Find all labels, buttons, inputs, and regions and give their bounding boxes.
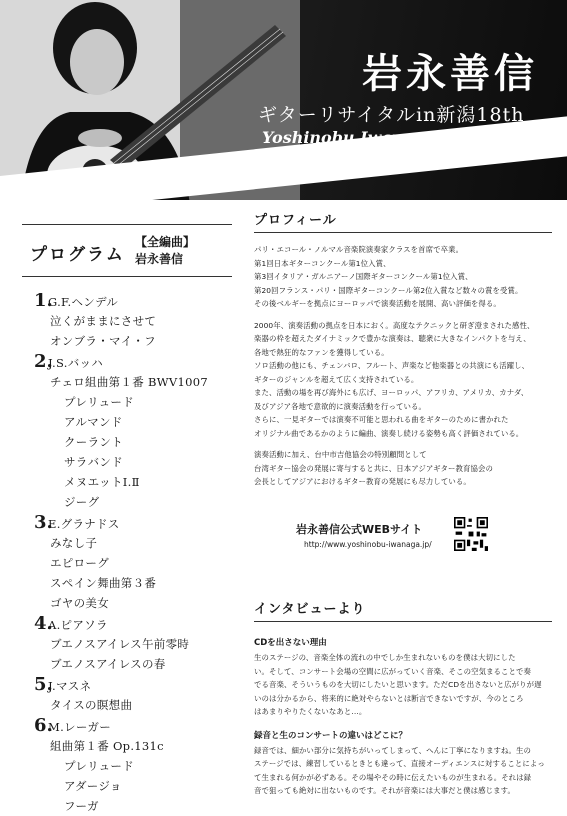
program-number: 4. (34, 613, 53, 634)
piece-title: ゴヤの美女 (50, 596, 109, 610)
piece-title: 泣くがままにさせて (50, 314, 157, 328)
text-line: 第3回イタリア・ガルニアーノ国際ギターコンクール第1位入賞、 (254, 272, 473, 281)
profile-paragraph-3 (254, 448, 552, 489)
piece-title: アルマンド (64, 415, 123, 429)
program-number: 3. (34, 512, 53, 533)
profile-rule (254, 232, 552, 233)
composer-name: E.グラナドス (48, 517, 120, 531)
interview-section (254, 598, 552, 798)
program-number: 2. (34, 351, 53, 372)
piece-title: エピローグ (50, 556, 109, 570)
program-bottom-rule (22, 276, 232, 277)
text-line: 第1回日本ギターコンクール第1位入賞、 (254, 258, 391, 268)
piece-title: ジーグ (64, 495, 100, 509)
text-line: 及びアジア各地で意欲的に演奏活動を行っている。 (254, 401, 426, 411)
piece-title: オンブラ・マイ・フ (50, 334, 156, 348)
recital-title: ギターリサイタルin新潟18th (258, 104, 525, 126)
text-line: 第20回フランス・パリ・国際ギターコンクール第2位入賞など数々の賞を受賞。 (254, 285, 523, 295)
piece-title: 組曲第１番 Op.131c (50, 739, 164, 753)
composer-name: J.マスネ (48, 679, 92, 693)
interview-rule (254, 621, 552, 622)
piece-title: ブエノスアイレス午前零時 (50, 637, 190, 651)
piece-title: ブエノスアイレスの春 (50, 657, 166, 671)
program-item (34, 512, 239, 613)
performer-name: 岩永善信 (362, 50, 538, 97)
interview-heading: インタビューより (254, 602, 366, 617)
program-item (34, 290, 239, 351)
program-number: 6. (34, 715, 53, 736)
program-item (34, 351, 239, 512)
piece-title: アダージョ (64, 779, 122, 793)
composer-name: M.レーガー (48, 720, 112, 734)
interview-question-1: CDを出さない理由 (254, 638, 327, 648)
piece-title: サラバンド (64, 455, 123, 469)
interview-question-2: 録音と生のコンサートの違いはどこに？ (254, 730, 408, 741)
text-line: て生まれる何かが必ずある。その場やその時に伝えたいものが生まれる。それは録 (254, 772, 532, 782)
text-line: 会長としてアジアにおけるギター教育の発展にも尽力している。 (254, 477, 471, 486)
text-line: 音で狙っても絶対に出ないものです。それが音楽には大事だと僕は感じます。 (254, 786, 515, 795)
program-number: 5. (34, 674, 53, 695)
text-line: パリ・エコール・ノルマル音楽院演奏家クラスを首席で卒業。 (254, 245, 464, 254)
piece-title: クーラント (64, 435, 123, 449)
composer-line (34, 512, 239, 533)
composer-line (34, 351, 239, 372)
text-line: その後ベルギーを拠点にヨーロッパで演奏活動を展開、高い評価を得る。 (254, 299, 501, 308)
composer-line (34, 715, 239, 736)
text-line: 各地で熱狂的なファンを獲得している。 (254, 347, 389, 357)
text-line: いのは分かるから、将来的に絶対やらないとは断言できないですが、今のところ (254, 693, 524, 703)
piece-title: プレリュード (64, 759, 134, 773)
piece-title: タイスの瞑想曲 (50, 698, 133, 712)
program-item (34, 674, 239, 715)
qr-code-icon[interactable] (454, 517, 488, 551)
text-line: ソロ活動の他にも、チェンバロ、フルート、声楽など他楽器との共演にも活躍し、 (254, 361, 530, 370)
profile-heading: プロフィール (254, 213, 337, 228)
text-line: はあまりやりたくないなあと…。 (254, 707, 367, 716)
text-line: 楽器の枠を超えたダイナミックで豊かな演奏は、聴衆に大きなインパクトを与え、 (254, 334, 531, 343)
text-line: ステージでは、練習しているときとも違って、直接オーディエンスに対することによっ (254, 759, 545, 768)
program-list (34, 290, 239, 816)
text-line: 2000年、演奏活動の拠点を日本におく。高度なテクニックと研ぎ澄まされた感性、 (254, 320, 535, 330)
piece-title: みなし子 (50, 536, 98, 550)
composer-line (34, 290, 239, 311)
arranger-name: 岩永善信 (135, 252, 184, 266)
website-url[interactable]: http://www.yoshinobu-iwanaga.jp/ (304, 540, 432, 549)
header-banner (0, 0, 567, 200)
text-line: い。そして、コンサート会場の空間に広がっていく音楽、そこの空気まることで奏 (254, 666, 532, 676)
profile-paragraph-1 (254, 243, 552, 311)
text-line: でる音楽、そういうものを大切にしたいと思います。ただCDを出さないと広がりが遅 (254, 680, 542, 689)
piece-title: メヌエットⅠ.Ⅱ (64, 475, 140, 489)
recital-title-en: Yoshinobu IwanagaGuitar Recital (262, 128, 562, 147)
piece-title: プレリュード (64, 395, 134, 409)
piece-title: フーガ (64, 799, 99, 813)
text-line: ギターのジャンルを超えて広く支持されている。 (254, 374, 419, 384)
piece-title: チェロ組曲第１番 BWV1007 (50, 375, 208, 389)
text-line: さらに、一見ギターでは演奏不可能と思われる曲をギターのために書かれた (254, 415, 509, 424)
text-line: 演奏活動に加え、台中市吉他協会の特別顧問として (254, 450, 427, 459)
composer-name: J.S.バッハ (48, 356, 104, 370)
website-title: 岩永善信公式WEBサイト (296, 523, 423, 536)
text-line: また、活動の場を再び海外にも広げ、ヨーロッパ、アフリカ、アメリカ、カナダ、 (254, 388, 529, 397)
profile-section (254, 209, 552, 489)
program-top-rule (22, 224, 232, 225)
text-line: 台湾ギター協会の発展に寄与すると共に、日本アジアギター教育協会の (254, 463, 493, 473)
composer-name: A.ピアソラ (48, 618, 108, 632)
text-line: オリジナル曲であるかのように編曲、演奏し続ける姿勢も高く評価されている。 (254, 428, 524, 438)
text-line: 生のステージの、音楽全体の流れの中でしか生まれないものを僕は大切にした (254, 653, 516, 662)
arranger-block (135, 234, 195, 268)
arranger-label: 【全編曲】 (135, 235, 196, 249)
composer-line (34, 674, 239, 695)
text-line: 録音では、細かい部分に気持ちがいってしまって、へんに丁寧になりますね。生の (254, 745, 532, 755)
piece-title: スペイン舞曲第３番 (50, 576, 157, 590)
interview-answer-2 (254, 744, 552, 798)
program-number: 1. (34, 290, 53, 311)
program-item (34, 613, 239, 674)
program-heading: プログラム (30, 245, 125, 265)
composer-line (34, 613, 239, 634)
interview-answer-1 (254, 651, 552, 719)
program-item (34, 715, 239, 816)
profile-paragraph-2 (254, 319, 552, 441)
composer-name: G.F.ヘンデル (48, 295, 119, 309)
